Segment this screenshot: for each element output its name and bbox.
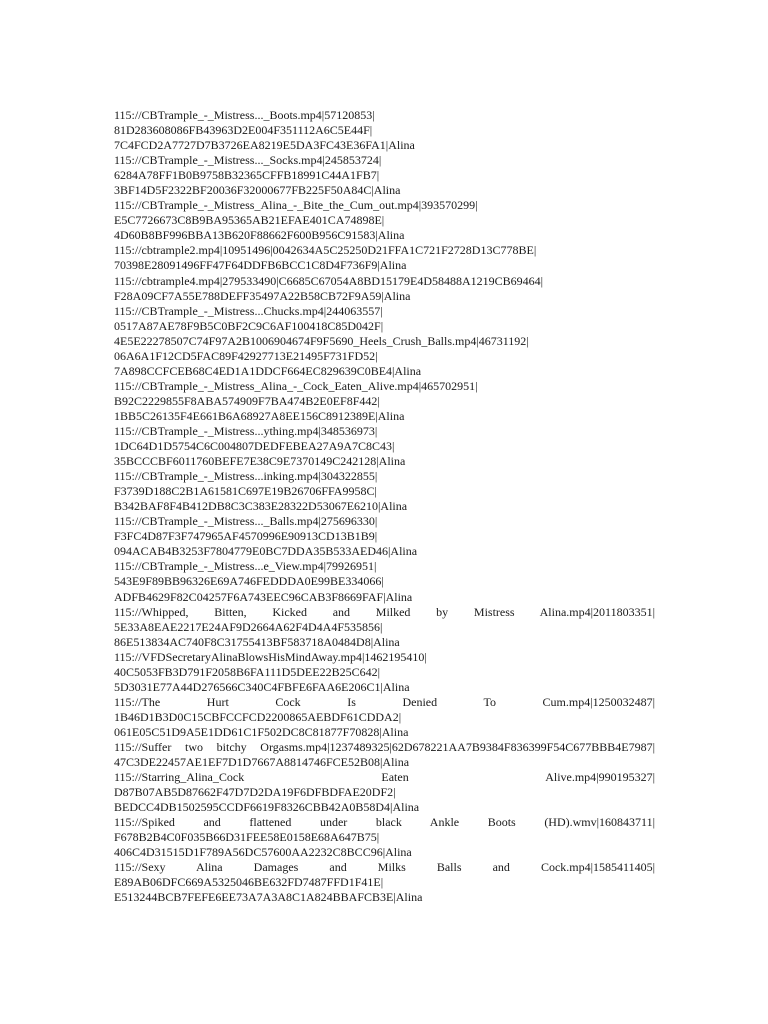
text-line: B342BAF8F4B412DB8C3C383E28322D53067E6210|Alina (114, 499, 408, 514)
text-line: F3FC4D87F3F747965AF4570996E90913CD13B1B9| (114, 529, 378, 544)
text-line: 115://The Hurt Cock Is Denied To Cum.mp4|1250032487| (114, 694, 655, 709)
text-line: 5E33A8EAE2217E24AF9D2664A62F4D4A4F535856| (114, 619, 383, 634)
text-line: 406C4D31515D1F789A56DC57600AA2232C8BCC96|Alina (114, 845, 412, 860)
text-line: 115://Sexy Alina Damages and Milks Balls and Cock.mp4|1585411405| (114, 860, 655, 875)
text-line: BEDCC4DB1502595CCDF6619F8326CBB42A0B58D4|Alina (114, 800, 420, 815)
text-line: 115://CBTrample_-_Mistress..._Boots.mp4|57120853| (114, 108, 375, 122)
text-line: 061E05C51D9A5E1DD61C1F502DC8C81877F70828|Alina (114, 724, 409, 739)
text-line: 4D60B8BF996BBA13B620F88662F600B956C91583|Alina (114, 228, 405, 243)
text-line: 0517A87AE78F9B5C0BF2C9C6AF100418C85D042F| (114, 318, 384, 333)
text-line: 7A898CCFCEB68C4ED1A1DDCF664EC829639C0BE4|Alina (114, 363, 422, 378)
text-line: 543E9F89BB96326E69A746FEDDDA0E99BE334066| (114, 574, 384, 589)
text-line: 115://Suffer two bitchy Orgasms.mp4|1237489325|62D678221AA7B9384F836399F54C677BBB4E7987| (114, 739, 655, 754)
text-line: 115://CBTrample_-_Mistress_Alina_-_Bite_the_Cum_out.mp4|393570299| (114, 198, 478, 213)
text-line: 86E513834AC740F8C31755413BF583718A0484D8|Alina (114, 634, 400, 649)
text-line: 70398E28091496FF47F64DDFB6BCC1C8D4F736F9|Alina (114, 258, 407, 273)
text-line: D87B07AB5D87662F47D7D2DA19F6DFBDFAE20DF2| (114, 785, 396, 800)
text-line: E89AB06DFC669A5325046BE632FD7487FFD1F41E| (114, 875, 384, 890)
text-line: F678B2B4C0F035B66D31FEE58E0158E68A647B75| (114, 830, 380, 845)
text-line: 115://CBTrample_-_Mistress...Chucks.mp4|244063557| (114, 303, 383, 318)
text-line: ADFB4629F82C04257F6A743EEC96CAB3F8669FAF|Alina (114, 589, 413, 604)
text-line: 3BF14D5F2322BF20036F32000677FB225F50A84C|Alina (114, 183, 401, 198)
text-line: E5C7726673C8B9BA95365AB21EFAE401CA74898E| (114, 213, 385, 228)
text-line: 115://CBTrample_-_Mistress...e_View.mp4|79926951| (114, 559, 377, 574)
text-line: 06A6A1F12CD5FAC89F42927713E21495F731FD52| (114, 348, 378, 363)
text-line: 115://Spiked and flattened under black Ankle Boots (HD).wmv|160843711| (114, 815, 655, 830)
text-line: 1B46D1B3D0C15CBFCCFCD2200865AEBDF61CDDA2| (114, 709, 402, 724)
text-line: 115://CBTrample_-_Mistress_Alina_-_Cock_Eaten_Alive.mp4|465702951| (114, 378, 478, 393)
text-line: 40C5053FB3D791F2058B6FA111D5DEE22B25C642| (114, 664, 380, 679)
text-line: F28A09CF7A55E788DEFF35497A22B58CB72F9A59|Alina (114, 288, 411, 303)
text-line: 1BB5C26135F4E661B6A68927A8EE156C8912389E|Alina (114, 408, 405, 423)
text-line: 115://Whipped, Bitten, Kicked and Milked by Mistress Alina.mp4|2011803351| (114, 604, 655, 619)
text-line: 6284A78FF1B0B9758B32365CFFB18991C44A1FB7| (114, 168, 380, 183)
text-line: 115://CBTrample_-_Mistress...ything.mp4|348536973| (114, 423, 378, 438)
text-line: 115://cbtrample4.mp4|279533490|C6685C67054A8BD15179E4D58488A1219CB69464| (114, 273, 544, 288)
text-line: B92C2229855F8ABA574909F7BA474B2E0EF8F442| (114, 393, 380, 408)
text-line: 115://Starring_Alina_Cock Eaten Alive.mp4|990195327| (114, 770, 655, 785)
text-line: 35BCCCBF6011760BEFE7E38C9E7370149C242128|Alina (114, 454, 406, 469)
text-line: 115://VFDSecretaryAlinaBlowsHisMindAway.mp4|1462195410| (114, 649, 427, 664)
text-line: 115://cbtrample2.mp4|10951496|0042634A5C25250D21FFA1C721F2728D13C778BE| (114, 243, 537, 258)
text-line: 094ACAB4B3253F7804779E0BC7DDA35B533AED46|Alina (114, 544, 418, 559)
text-line: 81D283608086FB43963D2E004F351112A6C5E44F| (114, 123, 373, 138)
text-line: 115://CBTrample_-_Mistress...inking.mp4|304322855| (114, 469, 378, 484)
text-line: 5D3031E77A44D276566C340C4FBFE6FAA6E206C1|Alina (114, 679, 410, 694)
text-line: E513244BCB7FEFE6EE73A7A3A8C1A824BBAFCB3E|Alina (114, 890, 423, 905)
text-line: 1DC64D1D5754C6C004807DEDFEBEA27A9A7C8C43| (114, 439, 395, 454)
document-text-block (114, 108, 655, 905)
text-line: 115://CBTrample_-_Mistress..._Socks.mp4|245853724| (114, 153, 382, 168)
text-line: F3739D188C2B1A61581C697E19B26706FFA9958C| (114, 484, 377, 499)
text-line: 4E5E22278507C74F97A2B1006904674F9F5690_Heels_Crush_Balls.mp4|46731192| (114, 333, 529, 348)
text-line: 7C4FCD2A7727D7B3726EA8219E5DA3FC43E36FA1|Alina (114, 138, 415, 153)
text-line: 47C3DE22457AE1EF7D1D7667A8814746FCE52B08|Alina (114, 755, 410, 770)
text-line: 115://CBTrample_-_Mistress..._Balls.mp4|275696330| (114, 514, 378, 529)
